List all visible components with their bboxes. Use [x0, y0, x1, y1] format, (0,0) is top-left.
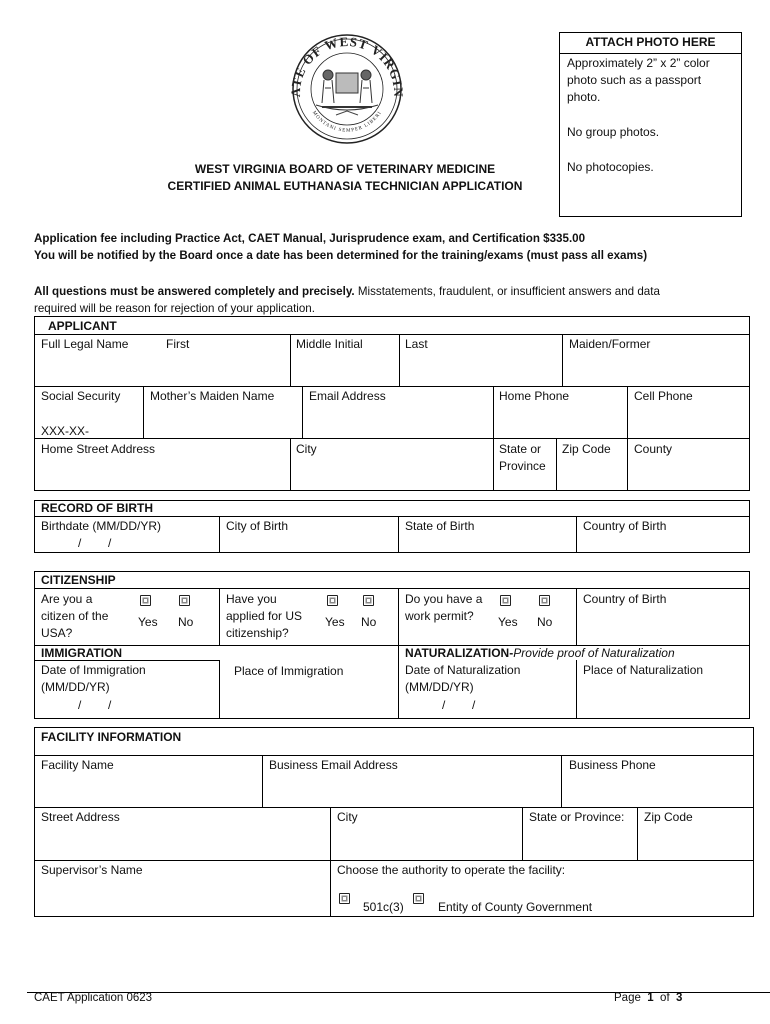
usa-citizen-q1: Are you a — [41, 592, 93, 606]
home-street-field[interactable] — [35, 459, 289, 490]
place-naturalization-label: Place of Naturalization — [583, 663, 704, 677]
authority-501c3-label: 501c(3) — [363, 900, 404, 914]
facility-title: FACILITY INFORMATION — [41, 730, 182, 744]
of-word: of — [660, 992, 670, 1004]
place-immigration-label: Place of Immigration — [234, 664, 344, 678]
home-city-label: City — [296, 442, 317, 456]
facility-name-label: Facility Name — [41, 758, 114, 772]
birthdate-label: Birthdate (MM/DD/YR) — [41, 519, 162, 533]
cell-phone-label: Cell Phone — [634, 389, 693, 403]
maiden-name-field[interactable] — [563, 354, 749, 385]
work-permit-no-checkbox[interactable] — [539, 595, 550, 606]
facility-state-field[interactable] — [523, 827, 636, 859]
authority-501c3-checkbox[interactable] — [339, 893, 350, 904]
citizenship-country-label: Country of Birth — [583, 592, 667, 606]
authority-county-checkbox[interactable] — [413, 893, 424, 904]
home-zip-field[interactable] — [557, 459, 626, 490]
usa-citizen-q3: USA? — [41, 626, 73, 640]
citizenship-title: CITIZENSHIP — [41, 573, 116, 587]
naturalization-title: NATURALIZATION- — [405, 646, 514, 660]
photo-box-title: ATTACH PHOTO HERE — [585, 35, 716, 49]
supervisor-field[interactable] — [35, 880, 329, 916]
mothers-maiden-field[interactable] — [144, 406, 301, 437]
work-permit-yes-checkbox[interactable] — [500, 595, 511, 606]
form-id: CAET Application 0623 — [34, 992, 153, 1004]
applied-citizenship-no-label: No — [361, 615, 377, 629]
home-street-label: Home Street Address — [41, 442, 156, 456]
date-naturalization-slashes[interactable]: / / — [442, 698, 476, 712]
county-label: County — [634, 442, 673, 456]
full-legal-name-label: Full Legal Name — [41, 337, 129, 351]
citizenship-country-field[interactable] — [577, 608, 749, 644]
business-phone-label: Business Phone — [569, 758, 656, 772]
facility-street-field[interactable] — [35, 827, 329, 859]
notice-line2: required will be reason for rejection of your application. — [34, 302, 315, 315]
home-phone-field[interactable] — [494, 406, 626, 437]
page-total: 3 — [676, 992, 683, 1004]
state-or-label: State or — [499, 442, 542, 456]
naturalization-heading — [405, 645, 675, 662]
no-photocopies: No photocopies. — [567, 160, 654, 174]
birth-title: RECORD OF BIRTH — [41, 501, 153, 515]
email-field[interactable] — [303, 406, 492, 437]
facility-zip-field[interactable] — [638, 827, 753, 859]
applied-citizenship-q1: Have you — [226, 592, 277, 606]
no-group-photos: No group photos. — [567, 125, 660, 139]
maiden-name-label: Maiden/Former — [569, 337, 651, 351]
country-of-birth-field[interactable] — [577, 535, 749, 552]
applied-citizenship-q3: citizenship? — [226, 626, 289, 640]
immigration-title: IMMIGRATION — [41, 646, 123, 660]
work-permit-no-label: No — [537, 615, 553, 629]
city-of-birth-label: City of Birth — [226, 519, 289, 533]
last-name-label: Last — [405, 337, 428, 351]
supervisor-label: Supervisor’s Name — [41, 863, 143, 877]
notification-line: You will be notified by the Board once a date has been determined for the training/exams (must pass all exams) — [34, 249, 648, 262]
county-field[interactable] — [628, 459, 749, 490]
state-of-birth-field[interactable] — [399, 535, 575, 552]
state-of-birth-label: State of Birth — [405, 519, 475, 533]
applied-citizenship-no-checkbox[interactable] — [363, 595, 374, 606]
last-name-field[interactable] — [400, 354, 561, 385]
province-label: Province — [499, 459, 546, 473]
facility-city-field[interactable] — [331, 827, 521, 859]
date-naturalization-format: (MM/DD/YR) — [405, 680, 474, 694]
page-number: 1 — [647, 992, 654, 1004]
fee-line: Application fee including Practice Act, CAET Manual, Jurisprudence exam, and Certification $335.00 — [34, 232, 586, 245]
place-immigration-field[interactable] — [220, 681, 397, 718]
applicant-title: APPLICANT — [48, 319, 117, 333]
date-immigration-label: Date of Immigration — [41, 663, 146, 677]
board-name: WEST VIRGINIA BOARD OF VETERINARY MEDICINE — [194, 162, 496, 176]
work-permit-q1: Do you have a — [405, 592, 483, 606]
business-phone-field[interactable] — [562, 775, 753, 806]
facility-street-label: Street Address — [41, 810, 120, 824]
first-name-label: First — [166, 337, 190, 351]
usa-citizen-no-checkbox[interactable] — [179, 595, 190, 606]
photo-size-line2: photo such as a passport — [567, 73, 702, 87]
state-seal — [284, 33, 410, 145]
middle-initial-label: Middle Initial — [296, 337, 363, 351]
mothers-maiden-label: Mother’s Maiden Name — [150, 389, 275, 403]
facility-city-label: City — [337, 810, 358, 824]
applied-citizenship-q2: applied for US — [226, 609, 303, 623]
ssn-prefix: XXX-XX- — [41, 424, 90, 438]
page-word: Page — [614, 992, 641, 1004]
work-permit-yes-label: Yes — [498, 615, 518, 629]
page-indicator — [614, 990, 682, 1007]
work-permit-q2: work permit? — [405, 609, 474, 623]
applied-citizenship-yes-label: Yes — [325, 615, 345, 629]
date-immigration-format: (MM/DD/YR) — [41, 680, 110, 694]
facility-zip-label: Zip Code — [644, 810, 693, 824]
application-title: CERTIFIED ANIMAL EUTHANASIA TECHNICIAN APPLICATION — [167, 179, 523, 193]
facility-name-field[interactable] — [35, 775, 261, 806]
zip-code-label: Zip Code — [562, 442, 611, 456]
country-of-birth-label: Country of Birth — [583, 519, 667, 533]
usa-citizen-yes-label: Yes — [138, 615, 158, 629]
middle-initial-field[interactable] — [291, 354, 398, 385]
seal-graphic — [284, 33, 410, 145]
date-naturalization-label: Date of Naturalization — [405, 663, 521, 677]
first-name-field[interactable] — [35, 354, 289, 385]
business-email-field[interactable] — [263, 775, 560, 806]
notice-rest: Misstatements, fraudulent, or insufficient answers and data — [354, 285, 660, 298]
social-security-label: Social Security — [41, 389, 121, 403]
ssn-field[interactable] — [84, 421, 142, 437]
naturalization-note: Provide proof of Naturalization — [513, 646, 675, 660]
place-naturalization-field[interactable] — [577, 680, 749, 718]
email-label: Email Address — [309, 389, 386, 403]
photo-size-line1: Approximately 2” x 2” color — [567, 56, 710, 70]
city-of-birth-field[interactable] — [220, 535, 397, 552]
usa-citizen-yes-checkbox[interactable] — [140, 595, 151, 606]
home-city-field[interactable] — [291, 459, 492, 490]
applied-citizenship-yes-checkbox[interactable] — [327, 595, 338, 606]
notice-line1 — [34, 283, 660, 300]
date-immigration-slashes[interactable]: / / — [78, 698, 112, 712]
business-email-label: Business Email Address — [269, 758, 398, 772]
authority-label: Choose the authority to operate the facility: — [337, 863, 566, 877]
photo-size-line3: photo. — [567, 90, 601, 104]
seal-ring-text: ATE OF WEST VIRGIN — [287, 33, 407, 98]
svg-text:MONTANI SEMPER LIBERI — [311, 110, 383, 133]
seal-motto: MONTANI SEMPER LIBERI — [310, 110, 384, 134]
facility-state-label: State or Province: — [529, 810, 625, 824]
notice-bold: All questions must be answered completely and precisely. — [34, 285, 355, 298]
birthdate-slashes[interactable]: / / — [78, 536, 112, 550]
cell-phone-field[interactable] — [628, 406, 749, 437]
authority-county-label: Entity of County Government — [438, 900, 593, 914]
usa-citizen-no-label: No — [178, 615, 194, 629]
usa-citizen-q2: citizen of the — [41, 609, 109, 623]
home-phone-label: Home Phone — [499, 389, 570, 403]
